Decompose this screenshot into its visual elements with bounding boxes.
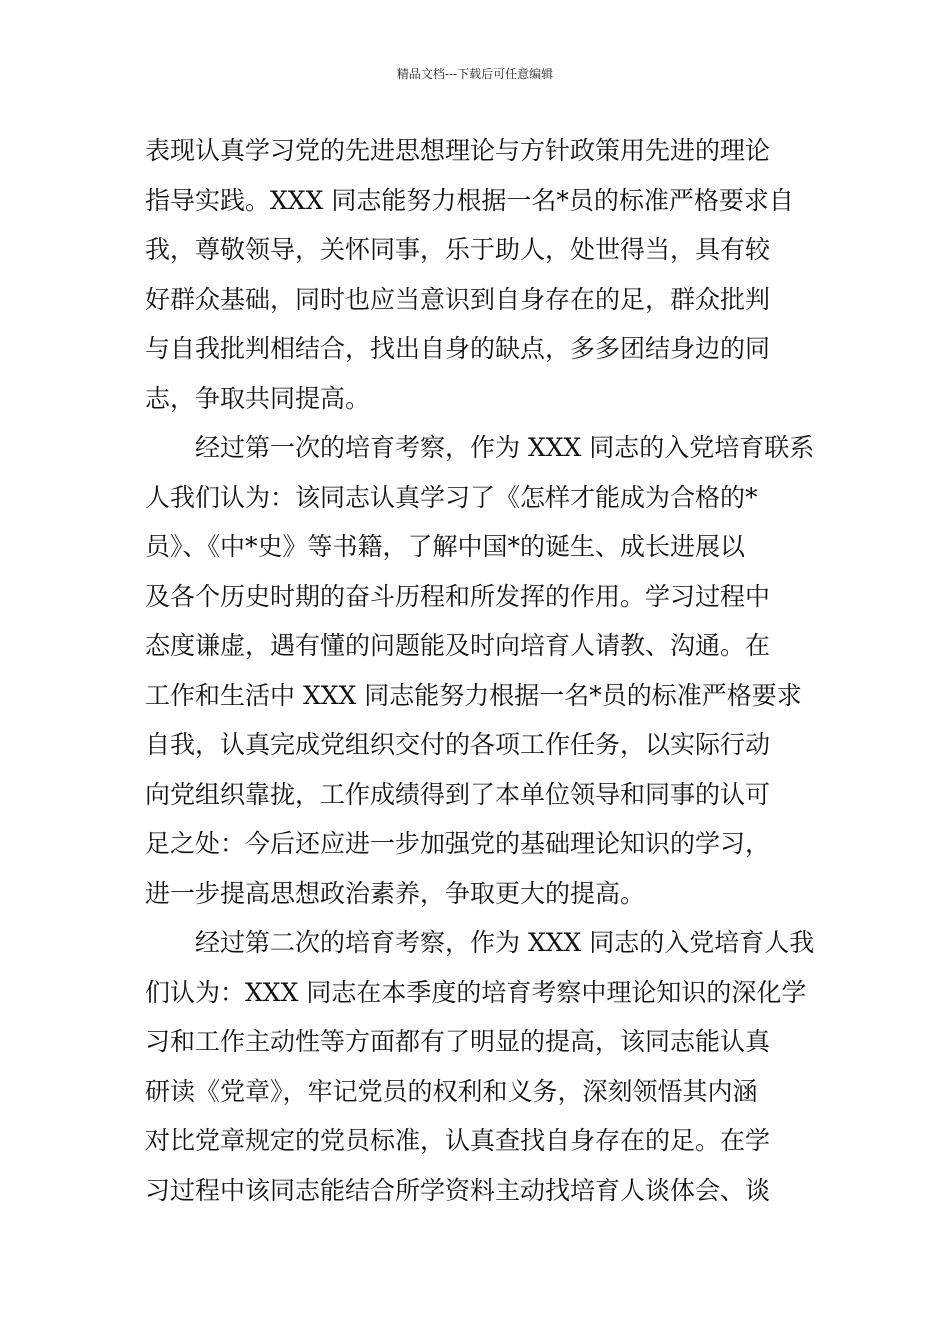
document-body — [145, 126, 815, 1215]
paragraph-line: 研读《党章》，牢记党员的权利和义务，深刻领悟其内涵 — [145, 1076, 758, 1106]
paragraph-line: 态度谦虚，遇有懂的问题能及时向培育人请教、沟通。在 — [145, 631, 771, 660]
paragraph-line: 进一步提高思想政治素养，争取更大的提高。 — [145, 878, 646, 908]
paragraph-line: 习过程中该同志能结合所学资料主动找培育人谈体会、谈 — [145, 1175, 771, 1205]
paragraph — [145, 423, 815, 918]
paragraph-line: 与自我批判相结合，找出自身的缺点，多多团结身边的同 — [145, 334, 771, 363]
paragraph-line: 人我们认为：该同志认真学习了《怎样才能成为合格的* — [145, 482, 758, 512]
paragraph — [145, 126, 805, 423]
paragraph-line: 志，争取共同提高。 — [145, 383, 371, 413]
paragraph-line: 们认为：XXX 同志在本季度的培育考察中理论知识的深化学 — [145, 977, 807, 1007]
paragraph — [145, 918, 815, 1215]
paragraph-line: 员》、《中*史》等书籍，了解中国*的诞生、成长进展以 — [145, 532, 746, 561]
paragraph-line: 好群众基础，同时也应当意识到自身存在的足，群众批判 — [145, 284, 771, 314]
paragraph-line: 习和工作主动性等方面都有了明显的提高，该同志能认真 — [145, 1027, 771, 1056]
paragraph-line: 及各个历史时期的奋斗历程和所发挥的作用。学习过程中 — [145, 581, 771, 611]
paragraph-line: 指导实践。XXX 同志能努力根据一名*员的标准严格要求自 — [145, 185, 794, 215]
page-header: 精品文档---下载后可任意编辑 — [396, 67, 554, 81]
paragraph-line: 自我，认真完成党组织交付的各项工作任务，以实际行动 — [145, 730, 771, 759]
paragraph-line: 工作和生活中 XXX 同志能努力根据一名*员的标准严格要求 — [145, 680, 802, 710]
paragraph-line: 经过第一次的培育考察，作为 XXX 同志的入党培育联系 — [195, 433, 815, 462]
paragraph-line: 我，尊敬领导，关怀同事，乐于助人，处世得当，具有较 — [145, 235, 771, 264]
paragraph-line: 向党组织靠拢，工作成绩得到了本单位领导和同事的认可 — [145, 779, 771, 809]
paragraph-line: 对比党章规定的党员标准，认真查找自身存在的足。在学 — [145, 1126, 771, 1155]
paragraph-line: 足之处：今后还应进一步加强党的基础理论知识的学习， — [145, 829, 771, 858]
paragraph-line: 经过第二次的培育考察，作为 XXX 同志的入党培育人我 — [195, 928, 815, 957]
paragraph-line: 表现认真学习党的先进思想理论与方针政策用先进的理论 — [145, 136, 771, 165]
